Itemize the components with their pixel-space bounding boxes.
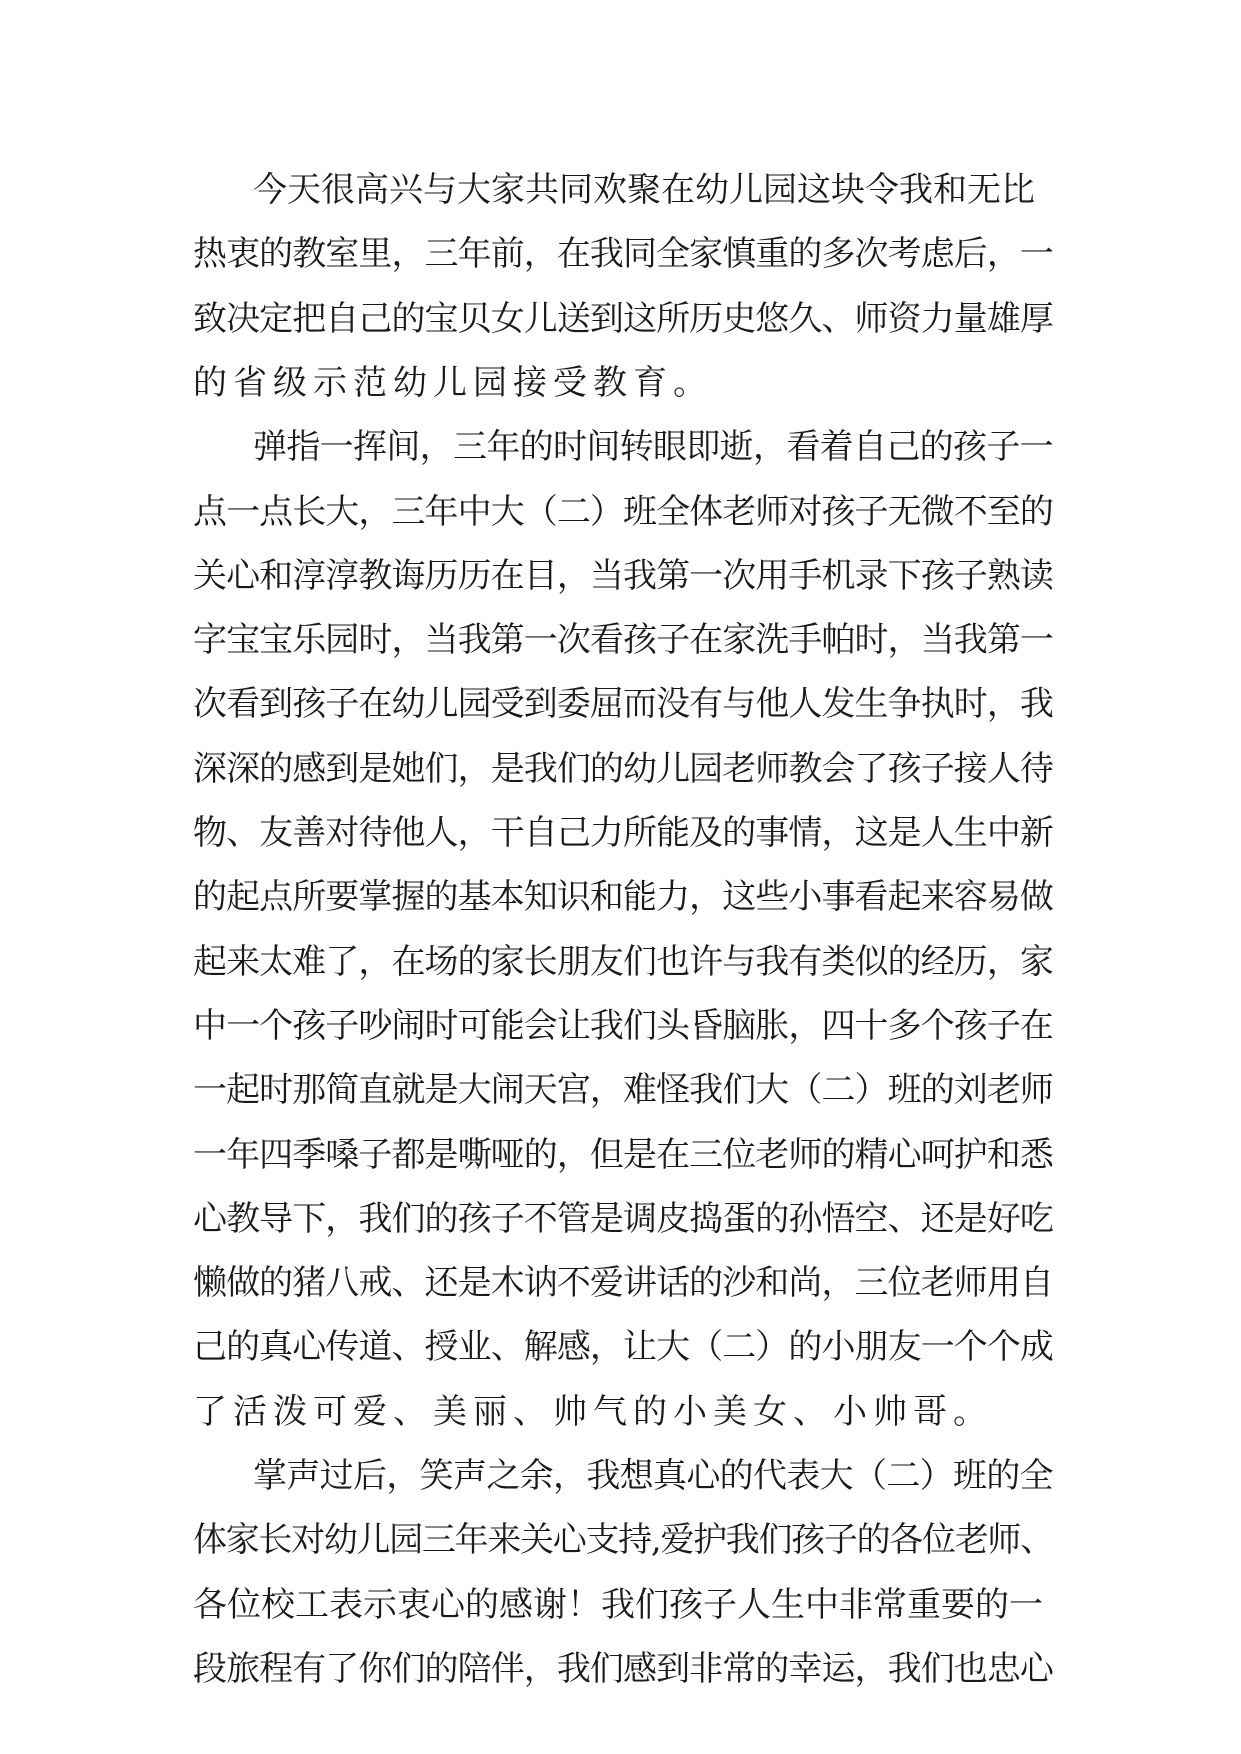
text-line: 热衷的教室里，三年前，在我同全家慎重的多次考虑后，一 xyxy=(193,234,1053,275)
text-line: 各位校工表示衷心的感谢！我们孩子人生中非常重要的一 xyxy=(193,1584,1043,1625)
text-line: 己的真心传道、授业、解感，让大（二）的小朋友一个个成 xyxy=(193,1327,1053,1368)
text-line: 的省级示范幼儿园接受教育。 xyxy=(193,362,713,403)
text-line: 体家长对幼儿园三年来关心支持,爱护我们孩子的各位老师、 xyxy=(193,1520,1053,1561)
text-line: 懒做的猪八戒、还是木讷不爱讲话的沙和尚，三位老师用自 xyxy=(193,1263,1053,1304)
text-line: 中一个孩子吵闹时可能会让我们头昏脑胀，四十多个孩子在 xyxy=(193,1005,1053,1046)
text-line: 深深的感到是她们，是我们的幼儿园老师教会了孩子接人待 xyxy=(193,748,1053,789)
text-line: 一年四季嗓子都是嘶哑的，但是在三位老师的精心呵护和悉 xyxy=(193,1134,1053,1175)
text-line: 心教导下，我们的孩子不管是调皮捣蛋的孙悟空、还是好吃 xyxy=(193,1198,1053,1239)
text-line: 致决定把自己的宝贝女儿送到这所历史悠久、师资力量雄厚 xyxy=(193,298,1053,339)
text-line: 一起时那简直就是大闹天宫，难怪我们大（二）班的刘老师 xyxy=(193,1070,1053,1111)
text-line: 段旅程有了你们的陪伴，我们感到非常的幸运，我们也忠心 xyxy=(193,1648,1053,1689)
text-line: 次看到孩子在幼儿园受到委屈而没有与他人发生争执时，我 xyxy=(193,684,1053,725)
text-line: 关心和淳淳教诲历历在目，当我第一次用手机录下孩子熟读 xyxy=(193,555,1053,596)
text-line: 物、友善对待他人，干自己力所能及的事情，这是人生中新 xyxy=(193,813,1053,853)
text-line: 起来太难了，在场的家长朋友们也许与我有类似的经历，家 xyxy=(193,941,1053,982)
text-line: 点一点长大，三年中大（二）班全体老师对孩子无微不至的 xyxy=(193,491,1053,532)
text-line: 字宝宝乐园时，当我第一次看孩子在家洗手帕时，当我第一 xyxy=(193,620,1053,661)
text-line: 今天很高兴与大家共同欢聚在幼儿园这块令我和无比 xyxy=(253,170,1035,210)
text-line: 掌声过后，笑声之余，我想真心的代表大（二）班的全 xyxy=(253,1456,1053,1496)
text-line: 的起点所要掌握的基本知识和能力，这些小事看起来容易做 xyxy=(193,877,1053,918)
text-line: 了活泼可爱、美丽、帅气的小美女、小帅哥。 xyxy=(193,1391,993,1432)
text-line: 弹指一挥间，三年的时间转眼即逝，看着自己的孩子一 xyxy=(253,427,1053,468)
